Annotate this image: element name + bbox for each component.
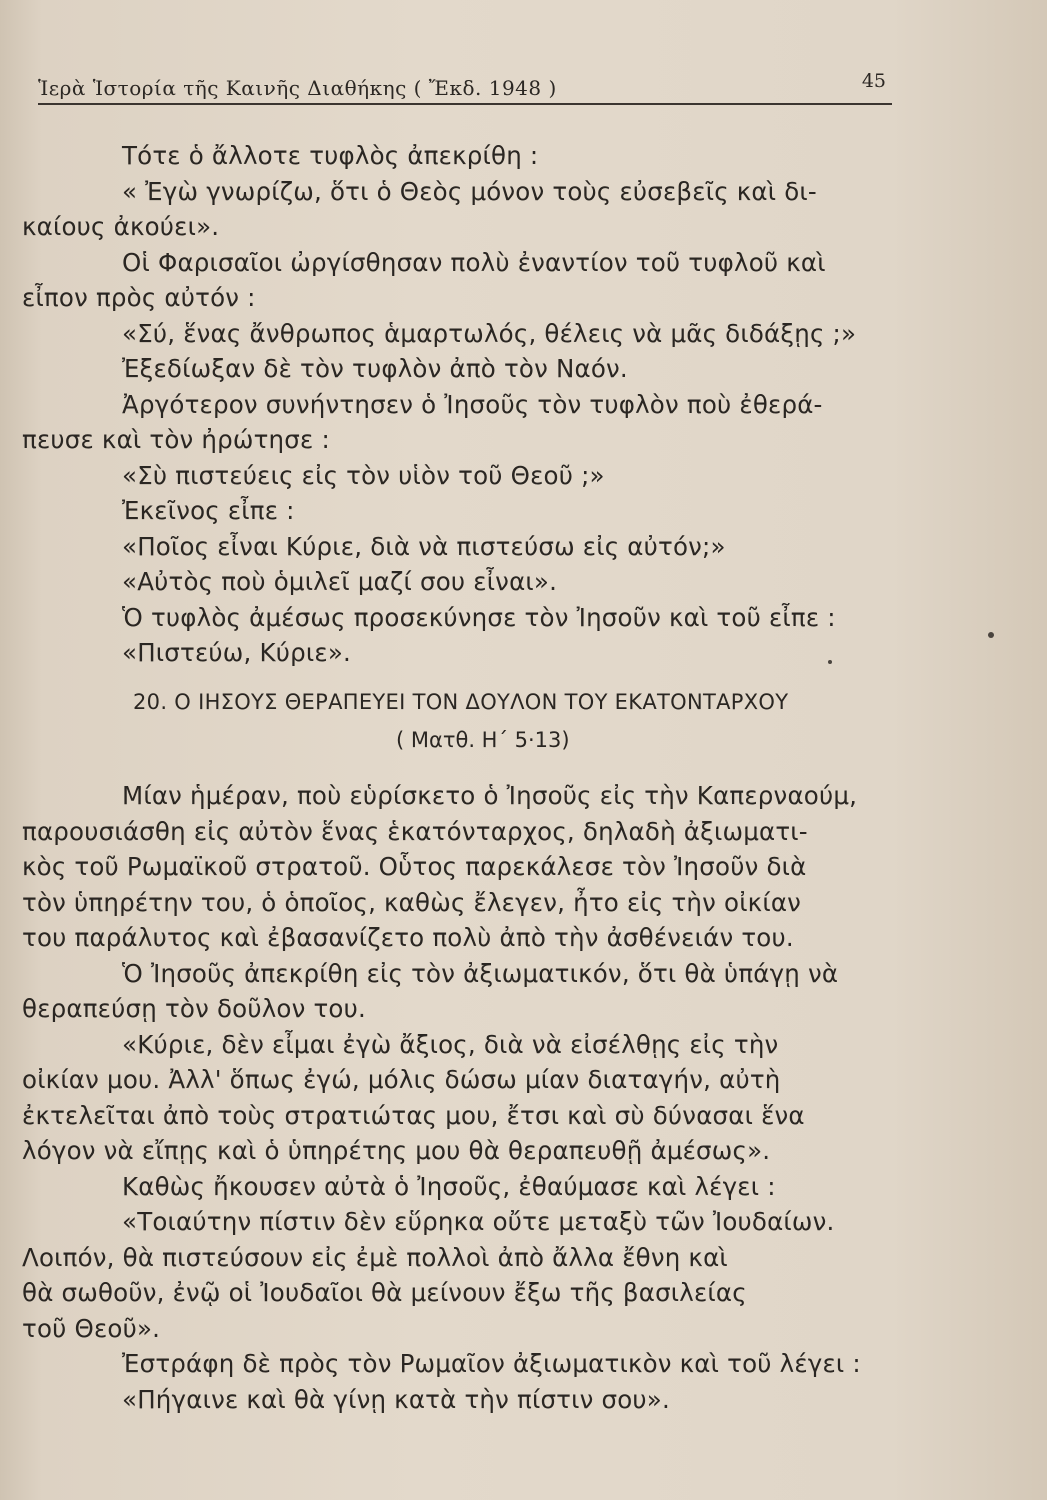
text-line: πευσε καὶ τὸν ἠρώτησε : <box>22 425 330 454</box>
section-heading: 20. Ο ΙΗΣΟΥΣ ΘΕΡΑΠΕΥΕΙ ΤΟΝ ΔΟΥΛΟΝ ΤΟΥ ΕΚΑΤΟΝΤΑΡΧΟΥ <box>133 690 789 714</box>
page-number: 45 <box>861 70 886 92</box>
text-line: Ἀργότερον συνήντησεν ὁ Ἰησοῦς τὸν τυφλὸν ποὺ ἐθερά- <box>122 389 823 419</box>
text-line: Ὁ τυφλὸς ἀμέσως προσεκύνησε τὸν Ἰησοῦν καὶ τοῦ εἶπε : <box>122 602 836 632</box>
text-line: κὸς τοῦ Ρωμαϊκοῦ στρατοῦ. Οὗτος παρεκάλεσε τὸν Ἰησοῦν διὰ <box>22 852 807 881</box>
text-line: Τότε ὁ ἄλλοτε τυφλὸς ἀπεκρίθη : <box>122 141 539 170</box>
text-line: «Σὺ πιστεύεις εἰς τὸν υἱὸν τοῦ Θεοῦ ;» <box>122 460 605 490</box>
text-line: καίους ἀκούει». <box>22 212 220 241</box>
text-line: ἐκτελεῖται ἀπὸ τοὺς στρατιώτας μου, ἔτσι καὶ σὺ δύνασαι ἕνα <box>22 1100 805 1130</box>
text-line: θὰ σωθοῦν, ἐνῷ οἱ Ἰουδαῖοι θὰ μείνουν ἔξω τῆς βασιλείας <box>22 1278 747 1307</box>
text-line: Καθὼς ἤκουσεν αὐτὰ ὁ Ἰησοῦς, ἐθαύμασε καὶ λέγει : <box>122 1171 776 1201</box>
header-rule <box>38 103 892 105</box>
text-line: οἰκίαν μου. Ἀλλ' ὅπως ἐγώ, μόλις δώσω μίαν διαταγήν, αὐτὴ <box>22 1065 781 1094</box>
text-line: «Τοιαύτην πίστιν δὲν εὕρηκα οὔτε μεταξὺ τῶν Ἰουδαίων. <box>122 1207 835 1236</box>
text-line: του παράλυτος καὶ ἐβασανίζετο πολὺ ἀπὸ τὴν ἀσθένειάν του. <box>22 923 794 952</box>
ink-speck <box>988 632 994 638</box>
passage-1 <box>22 138 900 671</box>
passage-2 <box>22 778 920 1417</box>
ink-speck <box>828 660 832 664</box>
text-line: Λοιπόν, θὰ πιστεύσουν εἰς ἐμὲ πολλοὶ ἀπὸ ἄλλα ἔθνη καὶ <box>22 1242 728 1272</box>
header-title: Ἱερὰ Ἱστορία τῆς Καινῆς Διαθήκης ( Ἔκδ. 1948 ) <box>38 76 557 100</box>
text-line: «Πήγαινε καὶ θὰ γίνῃ κατὰ τὴν πίστιν σου». <box>122 1384 670 1414</box>
text-line: «Ποῖος εἶναι Κύριε, διὰ νὰ πιστεύσω εἰς αὐτόν;» <box>122 531 726 561</box>
text-line: τοῦ Θεοῦ». <box>22 1313 161 1343</box>
text-line: «Σύ, ἕνας ἄνθρωπος ἁμαρτωλός, θέλεις νὰ μᾶς διδάξῃς ;» <box>122 318 857 348</box>
text-line: Ἐκεῖνος εἶπε : <box>122 496 295 525</box>
text-line: τὸν ὑπηρέτην του, ὁ ὁποῖος, καθὼς ἔλεγεν, ἦτο εἰς τὴν οἰκίαν <box>22 887 802 917</box>
text-line: παρουσιάσθη εἰς αὐτὸν ἕνας ἑκατόνταρχος, δηλαδὴ ἀξιωματι- <box>22 816 808 846</box>
text-line: «Κύριε, δὲν εἶμαι ἐγὼ ἄξιος, διὰ νὰ εἰσέλθῃς εἰς τὴν <box>122 1029 779 1059</box>
text-line: Μίαν ἡμέραν, ποὺ εὑρίσκετο ὁ Ἰησοῦς εἰς τὴν Καπερναούμ, <box>122 781 858 810</box>
running-header <box>38 70 892 110</box>
text-line: «Πιστεύω, Κύριε». <box>122 638 351 667</box>
text-line: Ὁ Ἰησοῦς ἀπεκρίθη εἰς τὸν ἀξιωματικόν, ὅτι θὰ ὑπάγῃ νὰ <box>122 958 839 988</box>
text-line: εἶπον πρὸς αὐτόν : <box>22 283 256 312</box>
text-line: Ἐξεδίωξαν δὲ τὸν τυφλὸν ἀπὸ τὸν Ναόν. <box>122 354 628 383</box>
text-line: Οἱ Φαρισαῖοι ὠργίσθησαν πολὺ ἐναντίον τοῦ τυφλοῦ καὶ <box>122 247 826 277</box>
text-line: λόγον νὰ εἴπῃς καὶ ὁ ὑπηρέτης μου θὰ θεραπευθῇ ἀμέσως». <box>22 1136 771 1165</box>
text-line: Ἐστράφη δὲ πρὸς τὸν Ρωμαῖον ἀξιωματικὸν καὶ τοῦ λέγει : <box>122 1349 861 1378</box>
text-line: «Αὐτὸς ποὺ ὁμιλεῖ μαζί σου εἶναι». <box>122 567 558 596</box>
text-line: θεραπεύσῃ τὸν δοῦλον του. <box>22 994 366 1023</box>
text-line: « Ἐγὼ γνωρίζω, ὅτι ὁ Θεὸς μόνον τοὺς εὐσεβεῖς καὶ δι- <box>122 176 817 206</box>
section-reference: ( Ματθ. Η΄ 5·13) <box>396 728 570 752</box>
